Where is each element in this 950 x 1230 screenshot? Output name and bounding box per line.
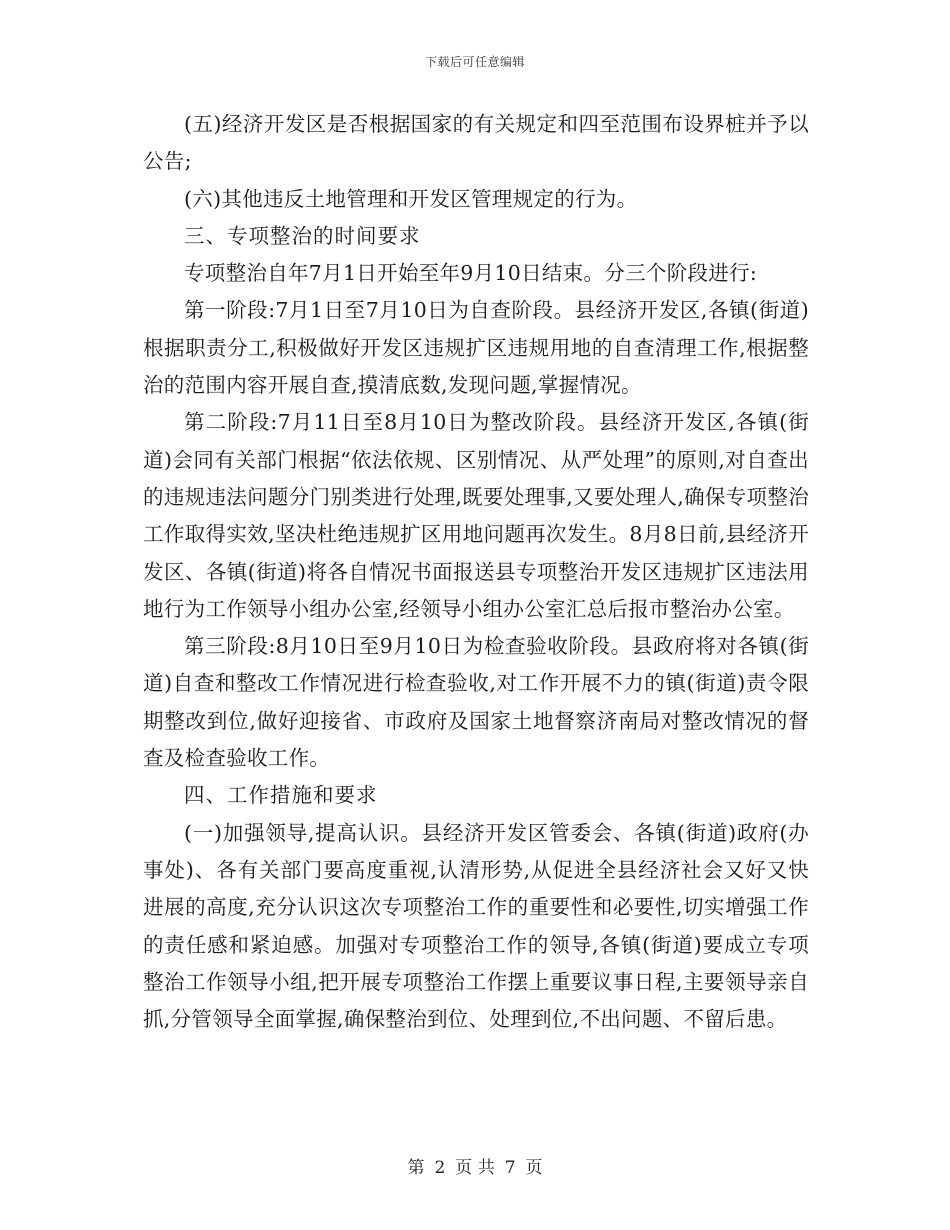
paragraph-item-5: (五)经济开发区是否根据国家的有关规定和四至范围布设界桩并予以公告; [143, 112, 809, 174]
paragraph-phase-2: 第二阶段:7月11日至8月10日为整改阶段。县经济开发区,各镇(街道)会同有关部门根据“依法依规、区别情况、从严处理”的原则,对自查出的违规违法问题分门别类进行处理,既要处理事,又要处理人,确保专项整治工作取得实效,坚决杜绝违规扩区用地问题再次发生。8月8日前,县经济开发区、各镇(街道)将各自情况书面报送县专项整治开发区违规扩区违法用地行为工作领导小组办公室,经领导小组办公室汇总后报市整治办公室。 [143, 410, 809, 621]
section-heading-3: 三、专项整治的时间要求 [184, 223, 421, 248]
paragraph-item-6: (六)其他违反土地管理和开发区管理规定的行为。 [184, 186, 638, 211]
document-body [143, 106, 809, 1038]
current-page-number: 2 [434, 1158, 446, 1178]
footer-middle: 页 共 [455, 1158, 495, 1178]
paragraph-schedule: 专项整治自年7月1日开始至年9月10日结束。分三个阶段进行: [184, 261, 758, 286]
header-note: 下载后可任意编辑 [424, 55, 525, 69]
section-heading-4: 四、工作措施和要求 [184, 783, 378, 808]
paragraph-phase-1: 第一阶段:7月1日至7月10日为自查阶段。县经济开发区,各镇(街道)根据职责分工,积极做好开发区违规扩区违规用地的自查清理工作,根据整治的范围内容开展自查,摸清底数,发现问题,掌握情况。 [143, 298, 809, 398]
total-pages-number: 7 [504, 1158, 516, 1178]
paragraph-measure-1: (一)加强领导,提高认识。县经济开发区管委会、各镇(街道)政府(办事处)、各有关部门要高度重视,认清形势,从促进全县经济社会又好又快进展的高度,充分认识这次专项整治工作的重要性和必要性,切实增强工作的责任感和紧迫感。加强对专项整治工作的领导,各镇(街道)要成立专项整治工作领导小组,把开展专项整治工作摆上重要议事日程,主要领导亲自抓,分管领导全面掌握,确保整治到位、处理到位,不出问题、不留后患。 [143, 820, 809, 1032]
paragraph-phase-3: 第三阶段:8月10日至9月10日为检查验收阶段。县政府将对各镇(街道)自查和整改工作情况进行检查验收,对工作开展不力的镇(街道)责令限期整改到位,做好迎接省、市政府及国家土地督察济南局对整改情况的督查及检查验收工作。 [143, 634, 809, 771]
footer-prefix: 第 [407, 1158, 425, 1178]
footer-suffix: 页 [525, 1158, 543, 1178]
page-footer [0, 1153, 950, 1178]
